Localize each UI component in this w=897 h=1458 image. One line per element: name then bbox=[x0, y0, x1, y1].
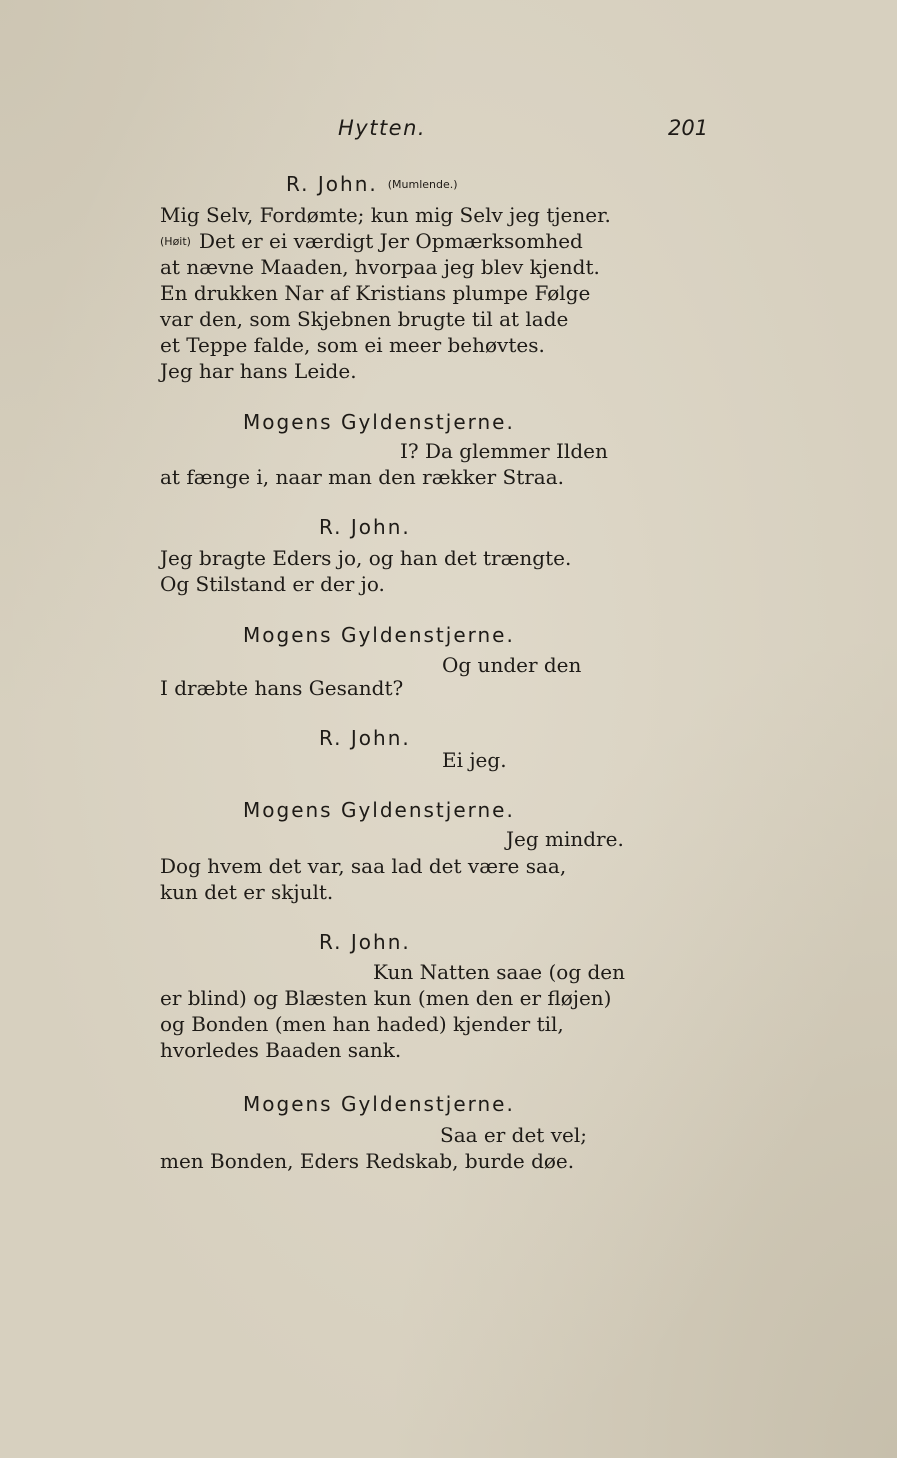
verse-line: Jeg har hans Leide. bbox=[160, 359, 357, 383]
verse-line bbox=[160, 231, 583, 251]
speaker-name: Mogens Gyldenstjerne. bbox=[243, 798, 515, 822]
verse-line: Saa er det vel; bbox=[440, 1123, 587, 1147]
verse-line: Jeg mindre. bbox=[506, 827, 624, 851]
verse-text: Det er ei værdigt Jer Opmærksomhed bbox=[198, 229, 583, 253]
speaker-name: Mogens Gyldenstjerne. bbox=[243, 1092, 515, 1116]
speaker-name: Mogens Gyldenstjerne. bbox=[243, 410, 515, 434]
stage-direction: (Høit) bbox=[160, 235, 191, 248]
speaker-label: R. John. bbox=[286, 172, 378, 196]
verse-line: Ei jeg. bbox=[442, 748, 507, 772]
verse-line: men Bonden, Eders Redskab, burde døe. bbox=[160, 1149, 575, 1173]
verse-line: kun det er skjult. bbox=[160, 880, 334, 904]
verse-line: Og Stilstand er der jo. bbox=[160, 572, 385, 596]
verse-line: at nævne Maaden, hvorpaa jeg blev kjendt. bbox=[160, 255, 600, 279]
speaker-name: R. John. bbox=[319, 515, 411, 539]
verse-line: Mig Selv, Fordømte; kun mig Selv jeg tjener. bbox=[160, 203, 611, 227]
verse-line: er blind) og Blæsten kun (men den er fløjen) bbox=[160, 986, 612, 1010]
verse-line: hvorledes Baaden sank. bbox=[160, 1038, 402, 1062]
verse-line: Kun Natten saae (og den bbox=[373, 960, 626, 984]
verse-line: og Bonden (men han haded) kjender til, bbox=[160, 1012, 564, 1036]
stage-direction: (Mumlende.) bbox=[387, 178, 458, 191]
verse-line: En drukken Nar af Kristians plumpe Følge bbox=[160, 281, 591, 305]
speaker-name bbox=[286, 174, 458, 194]
verse-line: Dog hvem det var, saa lad det være saa, bbox=[160, 854, 567, 878]
verse-line: I dræbte hans Gesandt? bbox=[160, 676, 404, 700]
speaker-name: Mogens Gyldenstjerne. bbox=[243, 623, 515, 647]
verse-line: et Teppe falde, som ei meer behøvtes. bbox=[160, 333, 545, 357]
verse-line: var den, som Skjebnen brugte til at lade bbox=[160, 307, 569, 331]
speaker-name: R. John. bbox=[319, 930, 411, 954]
verse-line: I? Da glemmer Ilden bbox=[400, 439, 608, 463]
verse-line: at fænge i, naar man den rækker Straa. bbox=[160, 465, 565, 489]
verse-line: Jeg bragte Eders jo, og han det trængte. bbox=[160, 546, 572, 570]
page-number: 201 bbox=[668, 116, 709, 140]
running-header-title: Hytten. bbox=[338, 116, 427, 140]
verse-line: Og under den bbox=[442, 653, 582, 677]
speaker-name: R. John. bbox=[319, 726, 411, 750]
